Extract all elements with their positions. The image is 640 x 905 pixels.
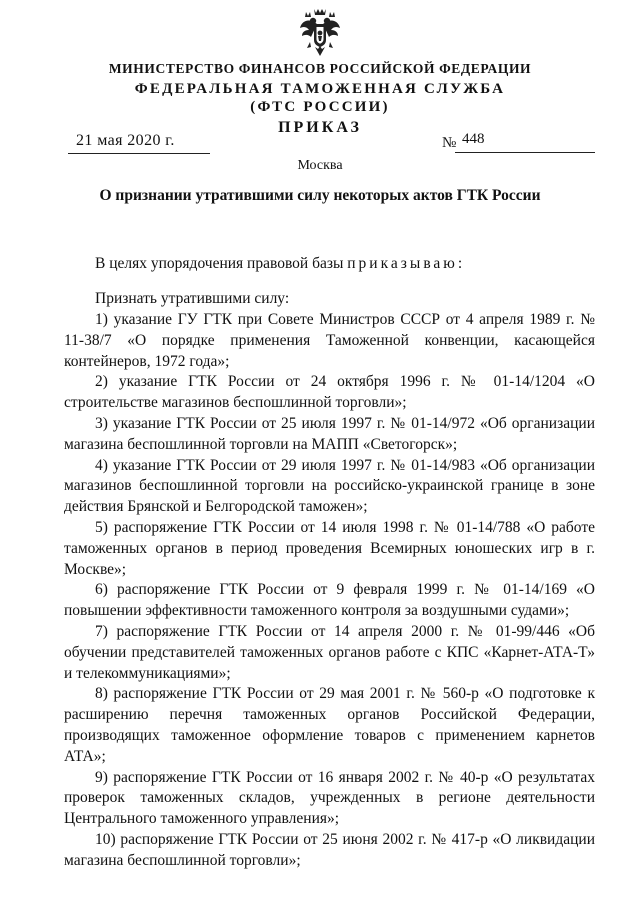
order-date: 21 мая 2020 г.: [76, 132, 175, 149]
list-item: 10) распоряжение ГТК России от 25 июня 2002 г. № 417-р «О ликвидации магазина беспошлинной торговли»;: [64, 830, 595, 869]
service-name-line1: ФЕДЕРАЛЬНАЯ ТАМОЖЕННАЯ СЛУЖБА: [134, 81, 506, 97]
list-item: 5) распоряжение ГТК России от 14 июля 1998 г. № 01-14/788 «О работе таможенных органов в период проведения Всемирных юношеских игр в г. Москве»;: [64, 518, 595, 578]
order-date-underline: [68, 153, 210, 154]
coat-of-arms-icon: [298, 6, 342, 60]
intro-text: В целях упорядочения правовой базы: [95, 255, 344, 272]
service-name: [0, 80, 640, 116]
order-number-underline: [455, 152, 595, 153]
list-item: 4) указание ГТК России от 29 июля 1997 г. № 01-14/983 «Об организации магазинов беспошлинной торговли на российско-украинской границе в зоне действия Брянской и Белгородской таможен»;: [64, 456, 595, 516]
items-list: [64, 310, 595, 872]
intro-paragraph: [64, 255, 595, 273]
ministry-name: МИНИСТЕРСТВО ФИНАНСОВ РОССИЙСКОЙ ФЕДЕРАЦИИ: [108, 61, 532, 76]
list-item: 7) распоряжение ГТК России от 14 апреля 2000 г. № 01-99/446 «Об обучении представителей таможенных органов работе с КПС «Карнет-АТА-Т» и телекоммуникациями»;: [64, 622, 595, 682]
list-item: 6) распоряжение ГТК России от 9 февраля 1999 г. № 01-14/169 «О повышении эффективности таможенного контроля за воздушными судами»;: [64, 581, 595, 620]
number-sign: №: [442, 135, 457, 151]
list-item: 3) указание ГТК России от 25 июля 1997 г. № 01-14/972 «Об организации магазина беспошлинной торговли на МАПП «Светогорск»;: [64, 414, 595, 453]
document-type: ПРИКАЗ: [278, 119, 362, 136]
list-item: 1) указание ГУ ГТК при Совете Министров СССР от 4 апреля 1989 г. № 11-38/7 «О порядке применения Таможенной конвенции, касающейся контейнеров, 1972 года»;: [64, 311, 595, 370]
recognize-text: Признать утратившими силу:: [95, 290, 290, 307]
list-item: 9) распоряжение ГТК России от 16 января 2002 г. № 40-р «О результатах проверок таможенных складов, учрежденных в регионе деятельности Центрального таможенного управления»;: [64, 768, 595, 828]
emblem: [298, 6, 342, 60]
service-name-line2: (ФТС РОССИИ): [250, 99, 390, 115]
order-number: 448: [462, 131, 485, 147]
list-item: 8) распоряжение ГТК России от 29 мая 2001 г. № 560-р «О подготовке к расширению перечня таможенных органов Российской Федерации, производящих таможенное оформление товаров с применением карнетов АТА»;: [64, 685, 595, 765]
list-item: 2) указание ГТК России от 24 октября 1996 г. № 01-14/1204 «О строительстве магазинов беспошлинной торговли»;: [64, 373, 595, 412]
recognize-paragraph: [64, 290, 595, 308]
intro-command: приказываю:: [347, 255, 466, 272]
city: Москва: [297, 158, 343, 173]
document-title: О признании утратившими силу некоторых актов ГТК России: [99, 187, 541, 204]
